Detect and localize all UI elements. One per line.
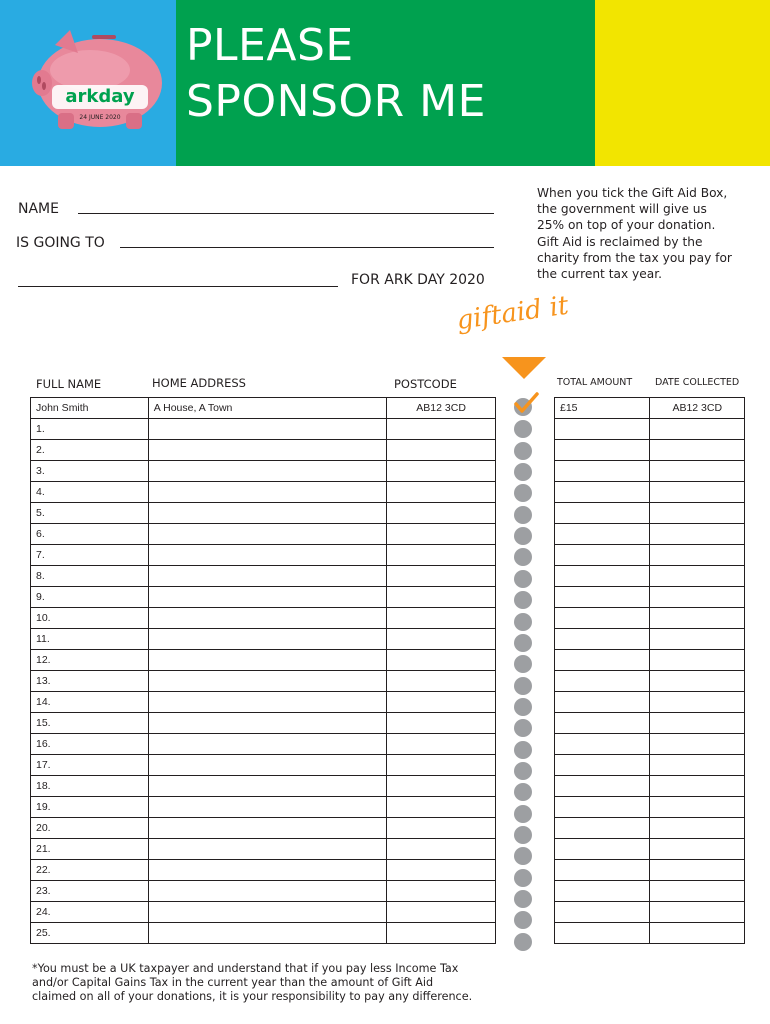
- table-row: [31, 440, 496, 461]
- collection-row: [555, 923, 745, 944]
- example-date: AB12 3CD: [650, 398, 745, 419]
- row-number[interactable]: 12.: [31, 650, 149, 671]
- date-cell[interactable]: [650, 629, 745, 650]
- row-number[interactable]: 18.: [31, 776, 149, 797]
- gift-aid-checkbox[interactable]: [514, 933, 532, 951]
- postcode-cell[interactable]: [387, 881, 496, 902]
- address-cell[interactable]: [148, 482, 386, 503]
- amount-cell[interactable]: [555, 545, 650, 566]
- collection-row: [555, 629, 745, 650]
- collection-row: [555, 503, 745, 524]
- row-number[interactable]: 7.: [31, 545, 149, 566]
- row-number[interactable]: 16.: [31, 734, 149, 755]
- amount-cell[interactable]: [555, 524, 650, 545]
- table-row: [31, 860, 496, 881]
- col-header-full-name: FULL NAME: [36, 377, 102, 391]
- address-cell[interactable]: [148, 503, 386, 524]
- postcode-cell[interactable]: [387, 419, 496, 440]
- collection-row: [555, 902, 745, 923]
- address-cell[interactable]: [148, 713, 386, 734]
- gift-aid-checkbox[interactable]: [514, 634, 532, 652]
- date-cell[interactable]: [650, 461, 745, 482]
- table-row: [31, 419, 496, 440]
- amount-cell[interactable]: [555, 461, 650, 482]
- checkmark-icon: [513, 392, 539, 416]
- address-cell[interactable]: [148, 881, 386, 902]
- row-number[interactable]: 22.: [31, 860, 149, 881]
- collection-row: [555, 440, 745, 461]
- gift-aid-checkbox[interactable]: [514, 655, 532, 673]
- table-row: [31, 776, 496, 797]
- collection-row: [555, 545, 745, 566]
- address-cell[interactable]: [148, 629, 386, 650]
- amount-cell[interactable]: [555, 482, 650, 503]
- date-cell[interactable]: [650, 566, 745, 587]
- gift-aid-checkbox[interactable]: [514, 484, 532, 502]
- gift-aid-checkbox-example[interactable]: [514, 398, 532, 416]
- col-header-date-collected: DATE COLLECTED: [655, 377, 740, 388]
- gift-aid-checkbox[interactable]: [514, 890, 532, 908]
- postcode-cell[interactable]: [387, 482, 496, 503]
- postcode-cell[interactable]: [387, 755, 496, 776]
- table-row: [31, 545, 496, 566]
- table-row: [31, 503, 496, 524]
- row-number[interactable]: 8.: [31, 566, 149, 587]
- postcode-cell[interactable]: [387, 587, 496, 608]
- gift-aid-checkbox[interactable]: [514, 420, 532, 438]
- example-address: A House, A Town: [148, 398, 386, 419]
- collection-row: [555, 881, 745, 902]
- amount-cell[interactable]: [555, 503, 650, 524]
- date-cell[interactable]: [650, 503, 745, 524]
- gift-aid-checkbox[interactable]: [514, 719, 532, 737]
- postcode-cell[interactable]: [387, 503, 496, 524]
- amount-cell[interactable]: [555, 440, 650, 461]
- gift-aid-checkbox[interactable]: [514, 548, 532, 566]
- date-cell[interactable]: [650, 818, 745, 839]
- address-cell[interactable]: [148, 650, 386, 671]
- table-row: [31, 650, 496, 671]
- title-line-2: SPONSOR ME: [186, 76, 486, 127]
- postcode-cell[interactable]: [387, 524, 496, 545]
- table-row: [31, 671, 496, 692]
- event-field-line[interactable]: [18, 286, 338, 287]
- amount-cell[interactable]: [555, 776, 650, 797]
- postcode-cell[interactable]: [387, 629, 496, 650]
- postcode-cell[interactable]: [387, 713, 496, 734]
- amount-cell[interactable]: [555, 734, 650, 755]
- title-line-1: PLEASE: [186, 20, 354, 71]
- collection-row: [555, 419, 745, 440]
- collection-row: [555, 461, 745, 482]
- address-cell[interactable]: [148, 545, 386, 566]
- collection-row: [555, 797, 745, 818]
- table-row: [31, 755, 496, 776]
- date-cell[interactable]: [650, 839, 745, 860]
- amount-cell[interactable]: [555, 902, 650, 923]
- gift-aid-checkbox[interactable]: [514, 527, 532, 545]
- gift-aid-info: [537, 185, 762, 282]
- collection-row: [555, 566, 745, 587]
- row-number[interactable]: 17.: [31, 755, 149, 776]
- postcode-cell[interactable]: [387, 839, 496, 860]
- gift-aid-checkbox[interactable]: [514, 442, 532, 460]
- gift-aid-checkbox[interactable]: [514, 570, 532, 588]
- date-cell[interactable]: [650, 692, 745, 713]
- row-number[interactable]: 2.: [31, 440, 149, 461]
- gift-aid-checkbox[interactable]: [514, 677, 532, 695]
- collection-row: [555, 818, 745, 839]
- postcode-cell[interactable]: [387, 797, 496, 818]
- row-number[interactable]: 21.: [31, 839, 149, 860]
- table-row: [31, 818, 496, 839]
- row-number[interactable]: 3.: [31, 461, 149, 482]
- row-number[interactable]: 9.: [31, 587, 149, 608]
- gift-aid-checkbox[interactable]: [514, 591, 532, 609]
- date-cell[interactable]: [650, 440, 745, 461]
- page-title: [186, 18, 486, 130]
- giftaid-logo: giftaid it: [454, 290, 571, 336]
- table-row: [31, 566, 496, 587]
- table-row: [31, 608, 496, 629]
- table-row: [31, 587, 496, 608]
- address-cell[interactable]: [148, 419, 386, 440]
- gift-aid-checkbox[interactable]: [514, 847, 532, 865]
- date-cell[interactable]: [650, 797, 745, 818]
- info-line: When you tick the Gift Aid Box,: [537, 186, 728, 200]
- amount-cell[interactable]: [555, 692, 650, 713]
- gift-aid-checkbox[interactable]: [514, 506, 532, 524]
- address-cell[interactable]: [148, 461, 386, 482]
- row-number[interactable]: 11.: [31, 629, 149, 650]
- address-cell[interactable]: [148, 797, 386, 818]
- postcode-cell[interactable]: [387, 440, 496, 461]
- gift-aid-checkbox[interactable]: [514, 783, 532, 801]
- name-label: NAME: [18, 201, 59, 217]
- col-header-postcode: POSTCODE: [394, 377, 457, 391]
- date-cell[interactable]: [650, 776, 745, 797]
- example-collection-row: [555, 398, 745, 419]
- gift-aid-checkbox[interactable]: [514, 826, 532, 844]
- amount-cell[interactable]: [555, 671, 650, 692]
- table-row: [31, 881, 496, 902]
- amount-cell[interactable]: [555, 881, 650, 902]
- collection-row: [555, 692, 745, 713]
- info-line: Gift Aid is reclaimed by the: [537, 234, 703, 249]
- row-number[interactable]: 23.: [31, 881, 149, 902]
- address-cell[interactable]: [148, 671, 386, 692]
- amount-cell[interactable]: [555, 587, 650, 608]
- footer-disclaimer: [32, 962, 552, 1003]
- collection-row: [555, 482, 745, 503]
- row-number[interactable]: 5.: [31, 503, 149, 524]
- table-row: [31, 923, 496, 944]
- collection-row: [555, 755, 745, 776]
- address-cell[interactable]: [148, 860, 386, 881]
- footer-line: and/or Capital Gains Tax in the current year than the amount of Gift Aid: [32, 975, 434, 989]
- footer-line: claimed on all of your donations, it is your responsibility to pay any difference.: [32, 989, 473, 1003]
- postcode-cell[interactable]: [387, 650, 496, 671]
- table-row: [31, 734, 496, 755]
- date-cell[interactable]: [650, 587, 745, 608]
- collection-row: [555, 734, 745, 755]
- gift-aid-checkbox[interactable]: [514, 805, 532, 823]
- amount-cell[interactable]: [555, 839, 650, 860]
- postcode-cell[interactable]: [387, 923, 496, 944]
- date-cell[interactable]: [650, 482, 745, 503]
- gift-aid-checkbox[interactable]: [514, 741, 532, 759]
- collection-row: [555, 587, 745, 608]
- postcode-cell[interactable]: [387, 608, 496, 629]
- address-cell[interactable]: [148, 524, 386, 545]
- collection-row: [555, 650, 745, 671]
- gift-aid-checkbox[interactable]: [514, 463, 532, 481]
- date-cell[interactable]: [650, 671, 745, 692]
- postcode-cell[interactable]: [387, 860, 496, 881]
- table-row: [31, 629, 496, 650]
- table-row: [31, 839, 496, 860]
- col-header-total-amount: TOTAL AMOUNT: [557, 377, 633, 388]
- collection-row: [555, 713, 745, 734]
- date-cell[interactable]: [650, 860, 745, 881]
- date-cell[interactable]: [650, 902, 745, 923]
- amount-cell[interactable]: [555, 650, 650, 671]
- row-number[interactable]: 1.: [31, 419, 149, 440]
- logo-word: arkday: [65, 86, 135, 107]
- example-postcode: AB12 3CD: [387, 398, 496, 419]
- info-line: the government will give us: [537, 202, 707, 217]
- collection-row: [555, 860, 745, 881]
- sponsor-table: [30, 397, 496, 944]
- amount-cell[interactable]: [555, 818, 650, 839]
- table-row: [31, 461, 496, 482]
- event-label: FOR ARK DAY 2020: [351, 272, 485, 288]
- date-cell[interactable]: [650, 734, 745, 755]
- table-row: [31, 797, 496, 818]
- example-amount: £15: [555, 398, 650, 419]
- date-cell[interactable]: [650, 650, 745, 671]
- down-arrow-icon: [502, 357, 546, 379]
- address-cell[interactable]: [148, 902, 386, 923]
- address-cell[interactable]: [148, 608, 386, 629]
- info-line: charity from the tax you pay for: [537, 250, 732, 265]
- col-header-home-address: HOME ADDRESS: [152, 376, 246, 390]
- row-number[interactable]: 6.: [31, 524, 149, 545]
- logo-date: 24 JUNE 2020: [79, 114, 121, 121]
- going-to-field-line[interactable]: [120, 247, 494, 248]
- address-cell[interactable]: [148, 587, 386, 608]
- date-cell[interactable]: [650, 923, 745, 944]
- date-cell[interactable]: [650, 755, 745, 776]
- collection-row: [555, 524, 745, 545]
- address-cell[interactable]: [148, 818, 386, 839]
- postcode-cell[interactable]: [387, 776, 496, 797]
- collection-row: [555, 776, 745, 797]
- gift-aid-checkbox[interactable]: [514, 762, 532, 780]
- collection-table: [554, 397, 745, 944]
- row-number[interactable]: 14.: [31, 692, 149, 713]
- address-cell[interactable]: [148, 776, 386, 797]
- amount-cell[interactable]: [555, 713, 650, 734]
- collection-row: [555, 671, 745, 692]
- amount-cell[interactable]: [555, 860, 650, 881]
- row-number[interactable]: 20.: [31, 818, 149, 839]
- row-number[interactable]: 10.: [31, 608, 149, 629]
- date-cell[interactable]: [650, 545, 745, 566]
- date-cell[interactable]: [650, 419, 745, 440]
- address-cell[interactable]: [148, 755, 386, 776]
- table-row: [31, 713, 496, 734]
- address-cell[interactable]: [148, 734, 386, 755]
- example-row: [31, 398, 496, 419]
- postcode-cell[interactable]: [387, 545, 496, 566]
- row-number[interactable]: 13.: [31, 671, 149, 692]
- table-row: [31, 524, 496, 545]
- going-to-label: IS GOING TO: [16, 235, 105, 251]
- gift-aid-checkbox[interactable]: [514, 911, 532, 929]
- row-number[interactable]: 24.: [31, 902, 149, 923]
- gift-aid-checkbox[interactable]: [514, 613, 532, 631]
- collection-row: [555, 839, 745, 860]
- postcode-cell[interactable]: [387, 461, 496, 482]
- amount-cell[interactable]: [555, 755, 650, 776]
- date-cell[interactable]: [650, 608, 745, 629]
- row-number[interactable]: 19.: [31, 797, 149, 818]
- collection-row: [555, 608, 745, 629]
- amount-cell[interactable]: [555, 629, 650, 650]
- amount-cell[interactable]: [555, 608, 650, 629]
- table-row: [31, 902, 496, 923]
- amount-cell[interactable]: [555, 419, 650, 440]
- example-name: John Smith: [31, 398, 149, 419]
- postcode-cell[interactable]: [387, 671, 496, 692]
- row-number[interactable]: 15.: [31, 713, 149, 734]
- footer-line: *You must be a UK taxpayer and understand that if you pay less Income Tax: [32, 962, 459, 975]
- row-number[interactable]: 4.: [31, 482, 149, 503]
- address-cell[interactable]: [148, 839, 386, 860]
- amount-cell[interactable]: [555, 566, 650, 587]
- info-line: 25% on top of your donation.: [537, 218, 716, 233]
- table-row: [31, 692, 496, 713]
- amount-cell[interactable]: [555, 797, 650, 818]
- address-cell[interactable]: [148, 923, 386, 944]
- row-number[interactable]: 25.: [31, 923, 149, 944]
- date-cell[interactable]: [650, 524, 745, 545]
- postcode-cell[interactable]: [387, 818, 496, 839]
- piggy-bank-logo: [30, 25, 170, 135]
- postcode-cell[interactable]: [387, 692, 496, 713]
- gift-aid-checkbox[interactable]: [514, 698, 532, 716]
- address-cell[interactable]: [148, 566, 386, 587]
- gift-aid-checkbox-column: [514, 398, 534, 416]
- table-row: [31, 482, 496, 503]
- gift-aid-checkbox[interactable]: [514, 869, 532, 887]
- amount-cell[interactable]: [555, 923, 650, 944]
- address-cell[interactable]: [148, 440, 386, 461]
- date-cell[interactable]: [650, 881, 745, 902]
- postcode-cell[interactable]: [387, 902, 496, 923]
- info-line: the current tax year.: [537, 267, 662, 282]
- name-field-line[interactable]: [78, 213, 494, 214]
- date-cell[interactable]: [650, 713, 745, 734]
- postcode-cell[interactable]: [387, 566, 496, 587]
- header-band-yellow: [595, 0, 770, 166]
- postcode-cell[interactable]: [387, 734, 496, 755]
- address-cell[interactable]: [148, 692, 386, 713]
